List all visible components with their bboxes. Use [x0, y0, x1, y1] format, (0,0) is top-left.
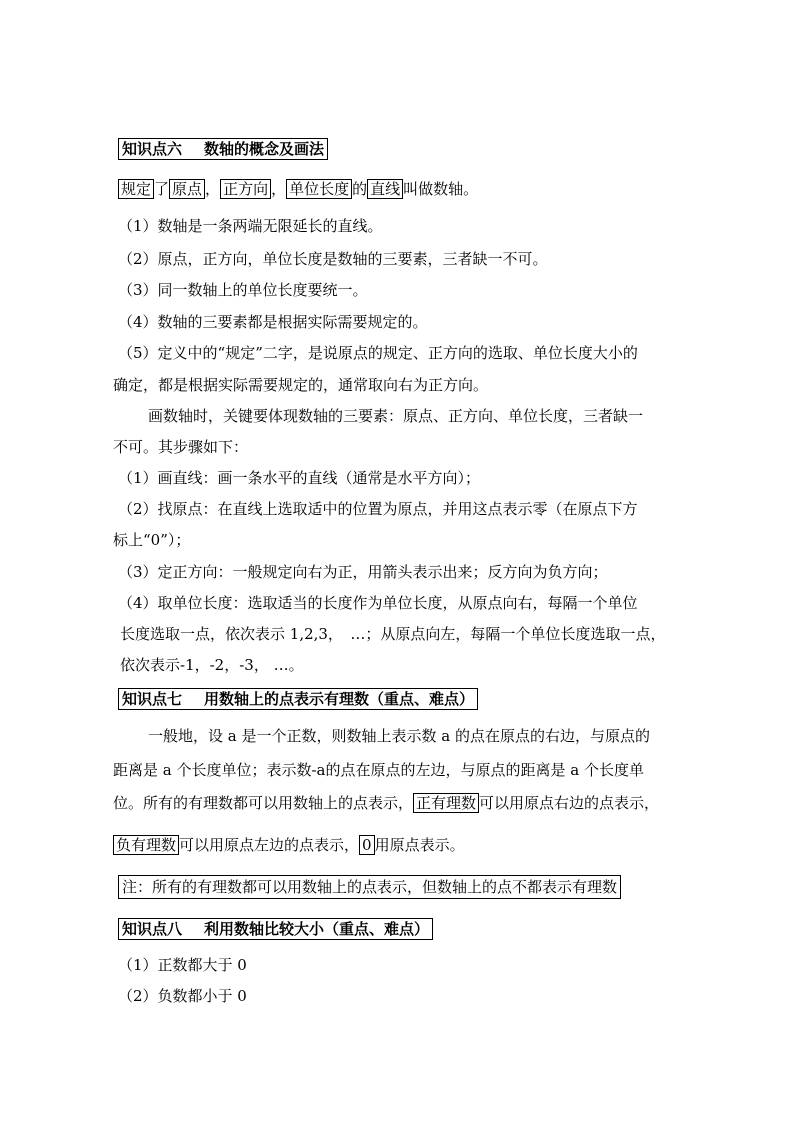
step-item-continuation: 长度选取一点，依次表示 1,2,3， …；从原点向左，每隔一个单位长度选取一点， — [120, 625, 666, 643]
step-item: （3）定正方向：一般规定向右为正，用箭头表示出来；反方向为负方向； — [118, 563, 608, 581]
step-item: （1）画直线：画一条水平的直线（通常是水平方向）； — [118, 469, 481, 487]
section-8-number: 知识点八 — [122, 920, 183, 938]
list-item: （3）同一数轴上的单位长度要统一。 — [118, 281, 368, 299]
list-item: （1）正数都大于 0 — [118, 956, 247, 974]
list-item-continuation: 确定，都是根据实际需要规定的，通常取向右为正方向。 — [113, 376, 489, 394]
list-item: （1）数轴是一条两端无限延长的直线。 — [118, 217, 383, 235]
paragraph-line — [113, 834, 465, 856]
section-7-heading — [118, 688, 478, 710]
paragraph-text: 可以用原点右边的点表示， — [479, 794, 660, 812]
section-6-number: 知识点六 — [122, 140, 183, 158]
step-item: （2）找原点：在直线上选取适中的位置为原点，并用这点表示零（在原点下方 — [118, 500, 638, 518]
boxed-term-unit-length: 单位长度 — [286, 179, 352, 199]
section-8-heading — [118, 918, 433, 940]
definition-text: ， — [271, 180, 287, 198]
boxed-term-zero: 0 — [359, 835, 375, 855]
boxed-term-positive-direction: 正方向 — [220, 179, 271, 199]
step-item-continuation: 依次表示-1，-2，-3， …。 — [120, 656, 304, 674]
paragraph-text: 用原点表示。 — [374, 836, 465, 854]
section-7-title: 用数轴上的点表示有理数（重点、难点） — [204, 690, 475, 708]
paragraph-line: 距离是 a 个长度单位；表示数-a的点在原点的左边，与原点的距离是 a 个长度单 — [113, 761, 644, 779]
paragraph-line: 画数轴时，关键要体现数轴的三要素：原点、正方向、单位长度，三者缺一 — [148, 407, 644, 425]
definition-text: 的 — [352, 180, 368, 198]
step-item-continuation: 标上“0”）； — [113, 531, 191, 549]
step-item: （4）取单位长度：选取适当的长度作为单位长度，从原点向右，每隔一个单位 — [118, 594, 638, 612]
boxed-term-line: 直线 — [367, 179, 403, 199]
list-item: （2）原点，正方向，单位长度是数轴的三要素，三者缺一不可。 — [118, 250, 548, 268]
paragraph-line: 一般地，设 a 是一个正数，则数轴上表示数 a 的点在原点的右边，与原点的 — [148, 727, 650, 745]
boxed-term-define: 规定 — [118, 179, 154, 199]
paragraph-text: 位。所有的有理数都可以用数轴上的点表示， — [113, 794, 414, 812]
definition-text: ， — [205, 180, 221, 198]
definition-text: 了 — [154, 180, 170, 198]
section-6-title: 数轴的概念及画法 — [204, 140, 325, 158]
definition-line — [118, 178, 478, 200]
definition-text: 叫做数轴。 — [403, 180, 479, 198]
section-8-title: 利用数轴比较大小（重点、难点） — [204, 920, 430, 938]
paragraph-line: 不可。其步骤如下： — [113, 438, 249, 456]
section-7-number: 知识点七 — [122, 690, 183, 708]
section-6-heading — [118, 138, 328, 160]
list-item: （5）定义中的“规定”二字，是说原点的规定、正方向的选取、单位长度大小的 — [118, 344, 638, 362]
boxed-term-positive-rational: 正有理数 — [413, 793, 479, 813]
list-item: （2）负数都小于 0 — [118, 987, 247, 1005]
paragraph-text: 可以用原点左边的点表示， — [179, 836, 360, 854]
list-item: （4）数轴的三要素都是根据实际需要规定的。 — [118, 313, 428, 331]
boxed-term-negative-rational: 负有理数 — [113, 835, 179, 855]
paragraph-line — [113, 792, 659, 814]
note-box: 注：所有的有理数都可以用数轴上的点表示，但数轴上的点不都表示有理数 — [118, 875, 621, 899]
boxed-term-origin: 原点 — [169, 179, 205, 199]
